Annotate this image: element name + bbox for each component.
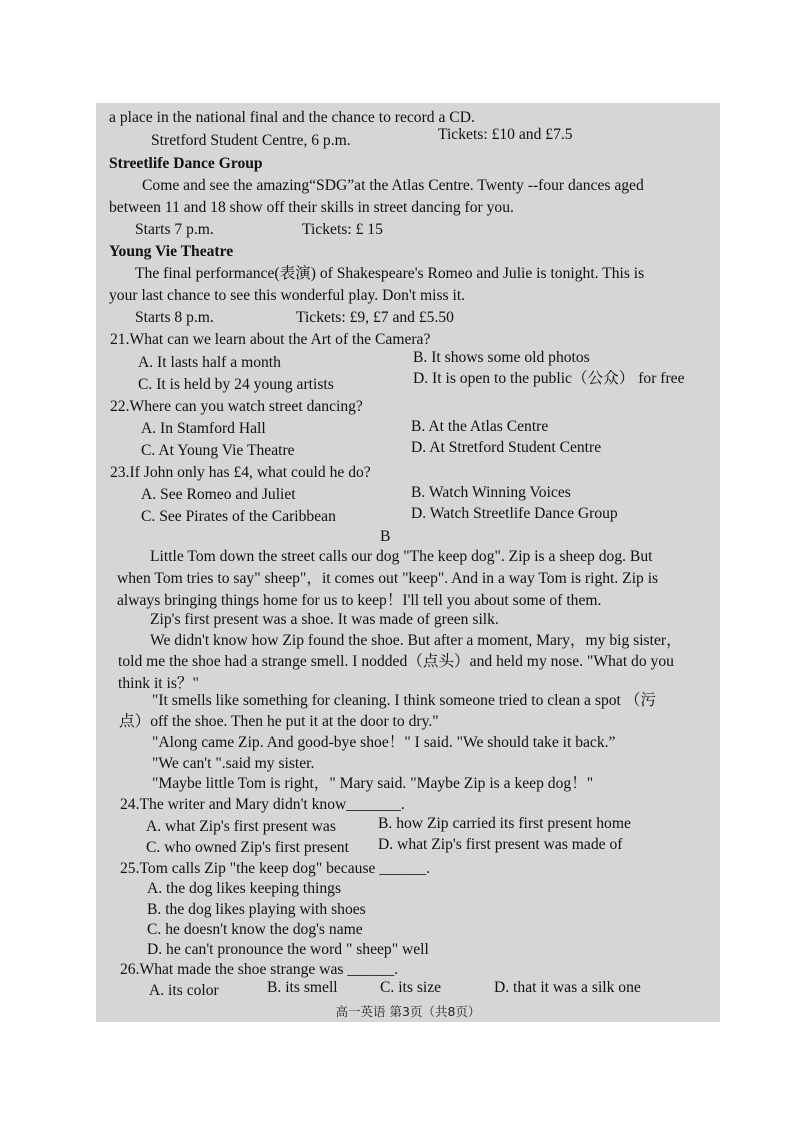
text-line: your last chance to see this wonderful play. Don't miss it. xyxy=(109,287,466,304)
option-c: C. At Young Vie Theatre xyxy=(141,442,295,459)
option-b: B. Watch Winning Voices xyxy=(411,484,571,501)
event-location: Stretford Student Centre, 6 p.m. xyxy=(151,132,351,149)
question-stem: 23.If John only has £4, what could he do? xyxy=(110,464,371,481)
passage-line: "It smells like something for cleaning. I think someone tried to clean a spot （污 xyxy=(152,692,656,709)
question-stem: 21.What can we learn about the Art of the Camera? xyxy=(110,331,431,348)
ticket-price: Tickets: £9, £7 and £5.50 xyxy=(296,309,454,326)
ticket-price: Tickets: £10 and £7.5 xyxy=(438,126,573,143)
option-a: A. It lasts half a month xyxy=(138,354,281,371)
passage-line: Little Tom down the street calls our dog "The keep dog". Zip is a sheep dog. But xyxy=(150,548,653,565)
section-heading: Streetlife Dance Group xyxy=(109,155,263,172)
passage-line: when Tom tries to say" sheep"，it comes out "keep". And in a way Tom is right. Zip is xyxy=(117,570,659,587)
section-heading: Young Vie Theatre xyxy=(109,243,234,260)
option-a: A. the dog likes keeping things xyxy=(147,880,342,897)
passage-line: "Along came Zip. And good-bye shoe！" I said. "We should take it back.” xyxy=(152,734,616,751)
question-stem: 22.Where can you watch street dancing? xyxy=(110,398,363,415)
passage-line: 点）off the shoe. Then he put it at the door to dry." xyxy=(119,713,439,730)
option-d: D. he can't pronounce the word " sheep" well xyxy=(147,941,429,958)
text-line: The final performance(表演) of Shakespeare's Romeo and Julie is tonight. This is xyxy=(135,265,645,282)
option-a: A. its color xyxy=(149,982,219,999)
option-c: C. It is held by 24 young artists xyxy=(138,376,334,393)
option-d: D. At Stretford Student Centre xyxy=(411,439,602,456)
option-d: D. what Zip's first present was made of xyxy=(378,836,623,853)
option-b: B. the dog likes playing with shoes xyxy=(147,901,366,918)
option-a: A. what Zip's first present was xyxy=(146,818,336,835)
question-stem: 25.Tom calls Zip "the keep dog" because ______. xyxy=(120,860,431,877)
option-c: C. its size xyxy=(380,979,442,996)
option-d: D. that it was a silk one xyxy=(494,979,641,996)
option-a: A. See Romeo and Juliet xyxy=(141,486,296,503)
text-line: Come and see the amazing“SDG”at the Atlas Centre. Twenty --four dances aged xyxy=(142,177,644,194)
section-letter: B xyxy=(380,528,391,545)
passage-line: We didn't know how Zip found the shoe. But after a moment, Mary，my big sister， xyxy=(150,632,682,649)
passage-line: think it is？" xyxy=(118,675,199,692)
event-time: Starts 8 p.m. xyxy=(135,309,214,326)
exam-page xyxy=(96,103,720,1022)
ticket-price: Tickets: £ 15 xyxy=(302,221,383,238)
passage-line: "Maybe little Tom is right，" Mary said. "Maybe Zip is a keep dog！" xyxy=(152,775,594,792)
page-footer: 高一英语 第3页（共8页） xyxy=(335,1004,481,1019)
option-b: B. its smell xyxy=(267,979,338,996)
text-line: between 11 and 18 show off their skills in street dancing for you. xyxy=(109,199,514,216)
option-c: C. See Pirates of the Caribbean xyxy=(141,508,336,525)
option-b: B. At the Atlas Centre xyxy=(411,418,549,435)
passage-line: "We can't ".said my sister. xyxy=(152,755,315,772)
option-d: D. Watch Streetlife Dance Group xyxy=(411,505,618,522)
passage-line: always bringing things home for us to keep！I'll tell you about some of them. xyxy=(117,592,602,609)
text-line: a place in the national final and the chance to record a CD. xyxy=(109,109,475,126)
option-a: A. In Stamford Hall xyxy=(141,420,266,437)
option-c: C. he doesn't know the dog's name xyxy=(147,921,363,938)
option-d: D. It is open to the public（公众） for free xyxy=(413,370,685,387)
option-b: B. how Zip carried its first present home xyxy=(378,815,631,832)
question-stem: 26.What made the shoe strange was ______. xyxy=(120,961,399,978)
option-b: B. It shows some old photos xyxy=(413,349,590,366)
question-stem: 24.The writer and Mary didn't know_______. xyxy=(120,796,405,813)
passage-line: Zip's first present was a shoe. It was made of green silk. xyxy=(150,611,499,628)
passage-line: told me the shoe had a strange smell. I nodded（点头）and held my nose. "What do you xyxy=(118,653,674,670)
option-c: C. who owned Zip's first present xyxy=(146,839,349,856)
event-time: Starts 7 p.m. xyxy=(135,221,214,238)
